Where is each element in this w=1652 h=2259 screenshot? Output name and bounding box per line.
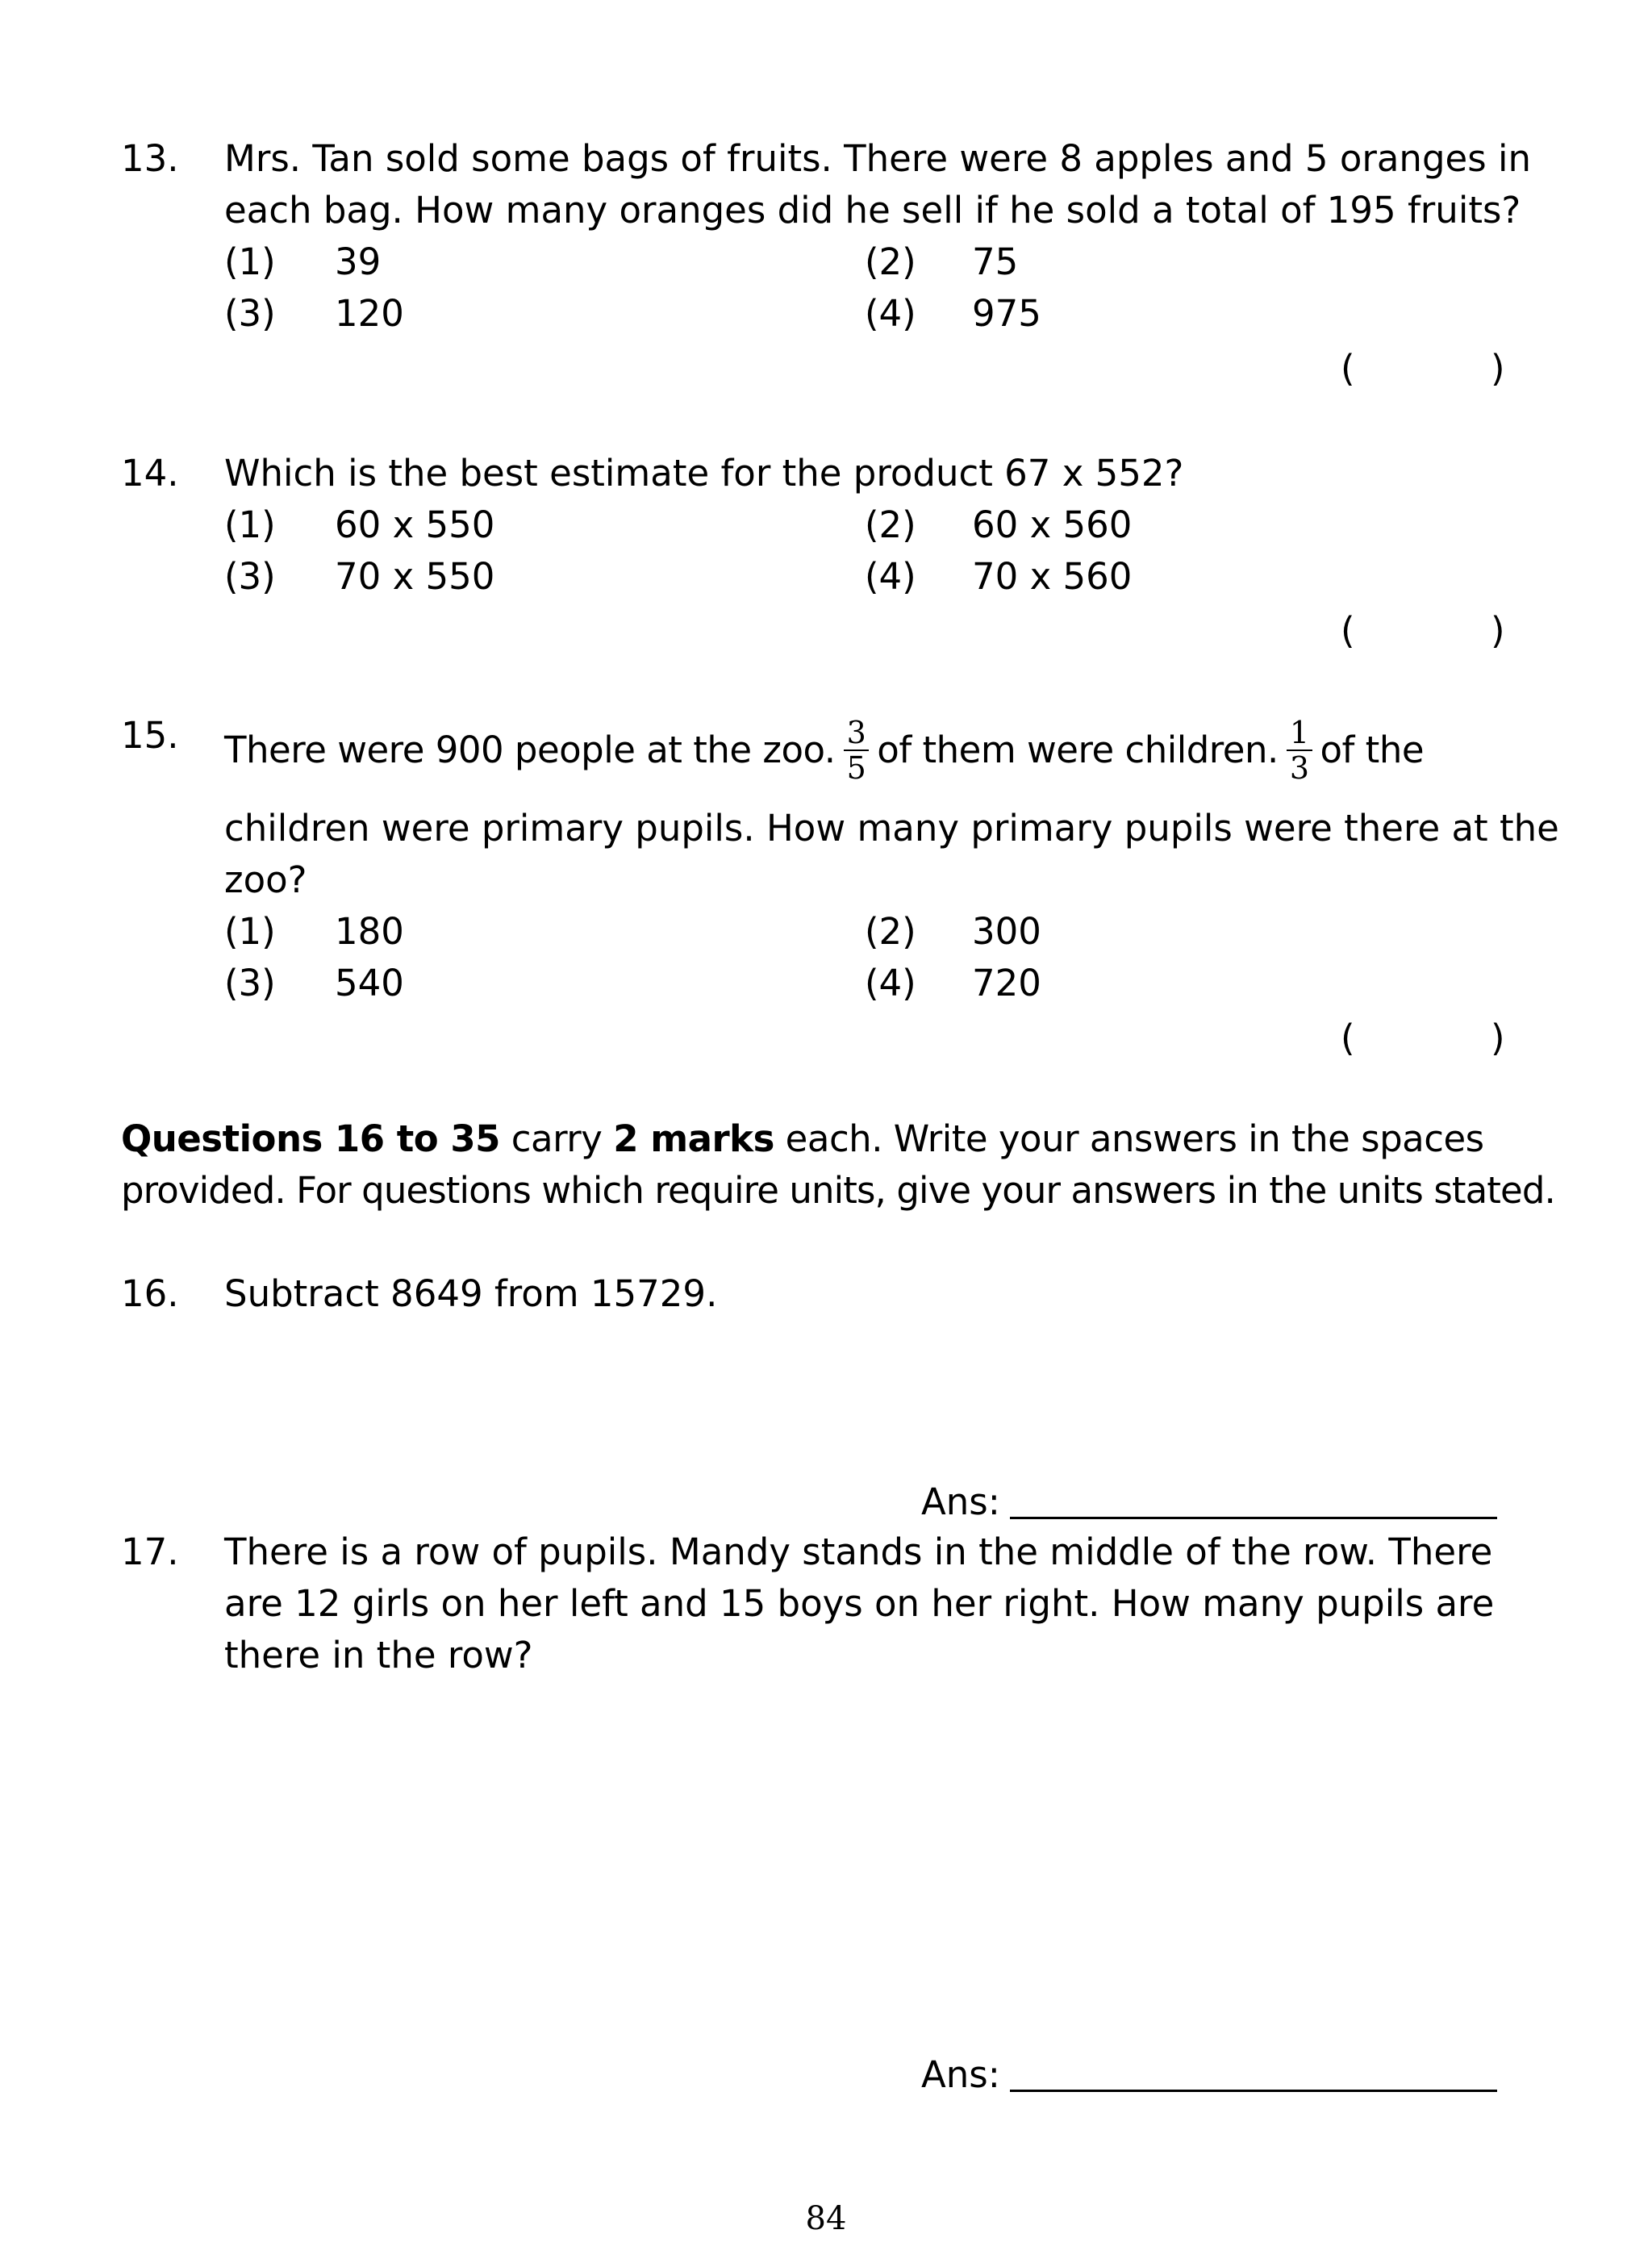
- answer-label: Ans:: [921, 1480, 1000, 1523]
- option-value: 39: [335, 240, 382, 283]
- option-tag: (4): [865, 962, 916, 1004]
- option-tag: (3): [224, 962, 276, 1004]
- answer-bracket-open: (: [1341, 347, 1355, 390]
- question-text-line: are 12 girls on her left and 15 boys on her right. How many pupils are: [224, 1582, 1495, 1625]
- answer-bracket-close: ): [1491, 609, 1505, 652]
- option-value: 60 x 550: [335, 503, 495, 546]
- answer-bracket-open: (: [1341, 1017, 1355, 1059]
- question-number: 17.: [121, 1530, 179, 1573]
- page-number: 84: [805, 2200, 847, 2237]
- question-text-part: of the: [1320, 729, 1425, 771]
- answer-bracket-open: (: [1341, 609, 1355, 652]
- answer-input-line[interactable]: [1010, 1517, 1497, 1519]
- fraction-denominator: 5: [846, 750, 866, 786]
- question-number: 16.: [121, 1272, 179, 1315]
- option-value: 720: [972, 962, 1041, 1004]
- question-number: 13.: [121, 137, 179, 180]
- question-text-line: Subtract 8649 from 15729.: [224, 1272, 718, 1315]
- option-tag: (1): [224, 910, 276, 953]
- answer-label: Ans:: [921, 2053, 1000, 2096]
- option-tag: (2): [865, 910, 916, 953]
- option-value: 70 x 560: [972, 555, 1133, 598]
- option-tag: (1): [224, 240, 276, 283]
- instructions-text: each. Write your answers in the spaces: [774, 1117, 1484, 1160]
- option-value: 70 x 550: [335, 555, 495, 598]
- question-text-line-with-fractions: [224, 710, 1424, 791]
- answer-bracket-close: ): [1491, 1017, 1505, 1059]
- option-tag: (3): [224, 555, 276, 598]
- fraction-numerator: 3: [844, 716, 870, 751]
- question-text-line: zoo?: [224, 858, 307, 901]
- option-tag: (3): [224, 292, 276, 335]
- fraction-three-fifths: [844, 716, 870, 785]
- option-tag: (2): [865, 503, 916, 546]
- question-text-line: each bag. How many oranges did he sell if he sold a total of 195 fruits?: [224, 189, 1521, 232]
- option-tag: (2): [865, 240, 916, 283]
- option-value: 120: [335, 292, 404, 335]
- option-value: 180: [335, 910, 404, 953]
- option-tag: (4): [865, 292, 916, 335]
- option-value: 300: [972, 910, 1041, 953]
- answer-bracket-close: ): [1491, 347, 1505, 390]
- question-number: 15.: [121, 714, 179, 757]
- question-number: 14.: [121, 452, 179, 495]
- question-text-part: of them were children.: [877, 729, 1279, 771]
- question-text-line: There is a row of pupils. Mandy stands in the middle of the row. There: [224, 1530, 1493, 1573]
- fraction-denominator: 3: [1289, 750, 1309, 786]
- fraction-numerator: 1: [1287, 716, 1312, 751]
- option-tag: (4): [865, 555, 916, 598]
- instructions-line: provided. For questions which require units, give your answers in the units stated.: [121, 1169, 1555, 1212]
- instructions-bold-marks: 2 marks: [613, 1117, 774, 1160]
- instructions-text: carry: [499, 1117, 614, 1160]
- instructions-line: [121, 1113, 1484, 1165]
- question-text-line: Which is the best estimate for the product 67 x 552?: [224, 452, 1184, 495]
- instructions-bold-range: Questions 16 to 35: [121, 1117, 500, 1160]
- question-text-part: There were 900 people at the zoo.: [224, 729, 836, 771]
- question-text-line: Mrs. Tan sold some bags of fruits. There were 8 apples and 5 oranges in: [224, 137, 1531, 180]
- option-value: 975: [972, 292, 1041, 335]
- option-value: 540: [335, 962, 404, 1004]
- fraction-one-third: [1287, 716, 1312, 785]
- option-value: 60 x 560: [972, 503, 1133, 546]
- answer-input-line[interactable]: [1010, 2090, 1497, 2092]
- question-text-line: there in the row?: [224, 1634, 533, 1677]
- option-tag: (1): [224, 503, 276, 546]
- option-value: 75: [972, 240, 1019, 283]
- question-text-line: children were primary pupils. How many primary pupils were there at the: [224, 807, 1559, 850]
